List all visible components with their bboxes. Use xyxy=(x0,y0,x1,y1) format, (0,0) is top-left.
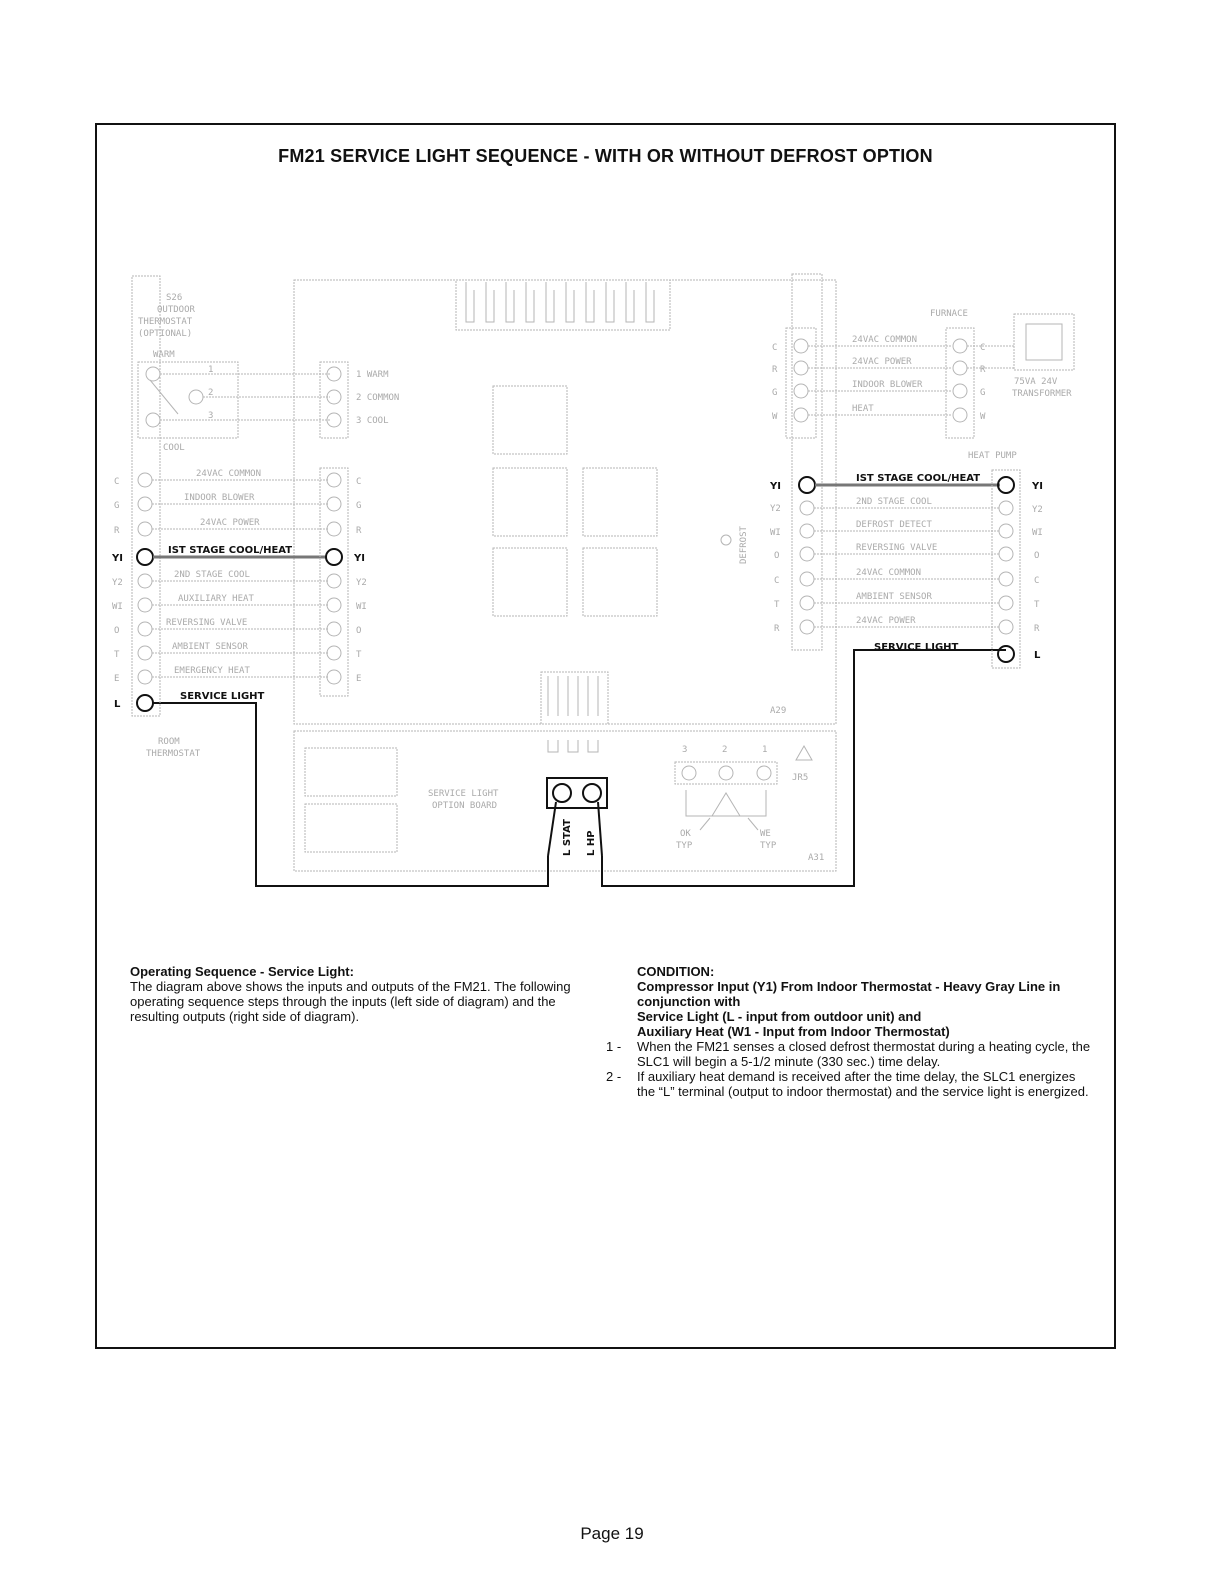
svg-text:2 COMMON: 2 COMMON xyxy=(356,393,400,403)
svg-text:AMBIENT SENSOR: AMBIENT SENSOR xyxy=(856,592,932,602)
room-term-l: L xyxy=(114,699,121,710)
svg-text:O: O xyxy=(774,551,780,561)
svg-text:C: C xyxy=(774,576,780,586)
option-relay-2 xyxy=(305,804,397,852)
svg-text:AMBIENT SENSOR: AMBIENT SENSOR xyxy=(172,642,248,652)
room-thermostat-label-2: THERMOSTAT xyxy=(146,749,201,759)
page-number: Page 19 xyxy=(580,1524,644,1543)
board-a31-label: A31 xyxy=(808,853,825,863)
room-term-g: G xyxy=(114,501,120,511)
svg-text:C: C xyxy=(772,343,778,353)
svg-text:2ND STAGE COOL: 2ND STAGE COOL xyxy=(174,570,250,580)
room-term-w1: WI xyxy=(112,602,123,612)
svg-text:T: T xyxy=(356,650,362,660)
svg-text:O: O xyxy=(1034,551,1040,561)
svg-text:TYP: TYP xyxy=(676,841,693,851)
svg-text:C: C xyxy=(980,343,986,353)
svg-text:DEFROST DETECT: DEFROST DETECT xyxy=(856,520,932,530)
svg-text:OK: OK xyxy=(680,829,691,839)
outdoor-thermostat xyxy=(138,293,330,453)
svg-text:HEAT: HEAT xyxy=(852,404,874,414)
svg-text:24VAC COMMON: 24VAC COMMON xyxy=(856,568,922,578)
svg-text:REVERSING VALVE: REVERSING VALVE xyxy=(856,543,938,553)
svg-text:(OPTIONAL): (OPTIONAL) xyxy=(138,329,193,339)
room-thermostat-label-1: ROOM xyxy=(158,737,180,747)
svg-text:INDOOR BLOWER: INDOOR BLOWER xyxy=(184,493,255,503)
svg-text:1 WARM: 1 WARM xyxy=(356,370,389,380)
svg-text:S26: S26 xyxy=(166,293,183,303)
svg-text:YI: YI xyxy=(1032,481,1043,492)
heat-pump xyxy=(721,274,1043,668)
room-thermostat-strip xyxy=(111,276,201,759)
svg-text:1: 1 xyxy=(208,365,214,375)
option-board-label-1: SERVICE LIGHT xyxy=(428,789,499,799)
svg-text:3: 3 xyxy=(682,745,688,755)
condition-item-number: 1 - xyxy=(606,1039,622,1054)
condition-heading: CONDITION: xyxy=(637,964,715,979)
svg-text:24VAC COMMON: 24VAC COMMON xyxy=(196,469,262,479)
service-light-wire xyxy=(153,650,1006,886)
svg-text:O: O xyxy=(356,626,362,636)
room-term-o: O xyxy=(114,626,120,636)
svg-text:2: 2 xyxy=(208,388,214,398)
svg-text:FURNACE: FURNACE xyxy=(930,309,968,319)
room-term-c: C xyxy=(114,477,120,487)
svg-text:C: C xyxy=(1034,576,1040,586)
svg-text:AUXILIARY HEAT: AUXILIARY HEAT xyxy=(178,594,254,604)
condition-section xyxy=(606,964,1096,1099)
svg-text:2ND STAGE COOL: 2ND STAGE COOL xyxy=(856,497,932,507)
condition-line-3: Auxiliary Heat (W1 - Input from Indoor Thermostat) xyxy=(637,1024,950,1039)
jumper-jr5 xyxy=(675,745,812,851)
condition-line-2: Service Light (L - input from outdoor unit) and xyxy=(637,1009,922,1024)
condition-item xyxy=(606,1039,1096,1069)
relay-k1 xyxy=(493,386,567,454)
relay-k4 xyxy=(493,548,567,616)
svg-text:TRANSFORMER: TRANSFORMER xyxy=(1012,389,1072,399)
condition-item xyxy=(606,1069,1096,1099)
relay-k5 xyxy=(583,548,657,616)
board-a29-label: A29 xyxy=(770,706,787,716)
svg-text:INDOOR BLOWER: INDOOR BLOWER xyxy=(852,380,923,390)
svg-text:OUTDOOR: OUTDOOR xyxy=(157,305,195,315)
svg-text:EMERGENCY HEAT: EMERGENCY HEAT xyxy=(174,666,250,676)
svg-text:G: G xyxy=(980,388,986,398)
bottom-connector xyxy=(541,672,608,752)
svg-text:R: R xyxy=(772,365,778,375)
svg-text:R: R xyxy=(356,526,362,536)
svg-text:SERVICE LIGHT: SERVICE LIGHT xyxy=(874,642,959,653)
condition-line-1: Compressor Input (Y1) From Indoor Thermostat - Heavy Gray Line in conjunction with xyxy=(637,979,1061,1009)
svg-text:JR5: JR5 xyxy=(792,773,809,783)
room-term-e: E xyxy=(114,674,120,684)
operating-body: The diagram above shows the inputs and outputs of the FM21. The following operating sequence steps through the inputs (left side of diagram) and the resulting outputs (right side of diagram). xyxy=(130,979,571,1024)
svg-text:YI: YI xyxy=(354,553,365,564)
room-term-t: T xyxy=(114,650,120,660)
control-board-a29 xyxy=(294,280,836,724)
svg-text:24VAC POWER: 24VAC POWER xyxy=(200,518,260,528)
svg-text:24VAC POWER: 24VAC POWER xyxy=(852,357,912,367)
relay-k3 xyxy=(583,468,657,536)
svg-text:TYP: TYP xyxy=(760,841,777,851)
svg-text:Y2: Y2 xyxy=(770,504,781,514)
room-wires xyxy=(152,469,328,702)
svg-text:Y2: Y2 xyxy=(1032,505,1043,515)
svg-text:HEAT PUMP: HEAT PUMP xyxy=(968,451,1017,461)
furnace xyxy=(772,309,1074,438)
room-term-y1: YI xyxy=(112,553,123,564)
svg-text:YI: YI xyxy=(770,481,781,492)
svg-text:24VAC COMMON: 24VAC COMMON xyxy=(852,335,918,345)
svg-text:3 COOL: 3 COOL xyxy=(356,416,389,426)
svg-text:2: 2 xyxy=(722,745,728,755)
svg-text:COOL: COOL xyxy=(163,443,185,453)
room-term-y2: Y2 xyxy=(112,578,123,588)
svg-text:W: W xyxy=(980,412,986,422)
option-relay-1 xyxy=(305,748,397,796)
plug-label-lhp: L HP xyxy=(586,830,597,856)
svg-text:G: G xyxy=(772,388,778,398)
top-connector xyxy=(456,280,670,330)
svg-text:WE: WE xyxy=(760,829,771,839)
svg-text:R: R xyxy=(980,365,986,375)
svg-text:L: L xyxy=(1034,650,1041,661)
svg-text:R: R xyxy=(1034,624,1040,634)
relay-k2 xyxy=(493,468,567,536)
svg-text:WI: WI xyxy=(1032,528,1043,538)
svg-text:IST STAGE COOL/HEAT: IST STAGE COOL/HEAT xyxy=(856,473,981,484)
svg-text:Y2: Y2 xyxy=(356,578,367,588)
svg-text:T: T xyxy=(774,600,780,610)
svg-text:R: R xyxy=(774,624,780,634)
board-left-strip xyxy=(320,468,367,696)
svg-text:WI: WI xyxy=(356,602,367,612)
svg-text:W: W xyxy=(772,412,778,422)
operating-heading: Operating Sequence - Service Light: xyxy=(130,964,354,979)
svg-text:WARM: WARM xyxy=(153,350,175,360)
svg-text:REVERSING VALVE: REVERSING VALVE xyxy=(166,618,248,628)
svg-text:C: C xyxy=(356,477,362,487)
page-title: FM21 SERVICE LIGHT SEQUENCE - WITH OR WITHOUT DEFROST OPTION xyxy=(278,146,933,166)
svg-text:1: 1 xyxy=(762,745,768,755)
board-s26-terminals xyxy=(320,362,399,438)
svg-text:3: 3 xyxy=(208,411,214,421)
operating-sequence xyxy=(130,964,590,1024)
svg-text:T: T xyxy=(1034,600,1040,610)
plug-label-lstat: L STAT xyxy=(562,819,573,856)
room-term-r: R xyxy=(114,526,120,536)
svg-text:DEFROST: DEFROST xyxy=(739,526,749,564)
condition-item-text: If auxiliary heat demand is received after the time delay, the SLC1 energizes the “L” terminal (output to indoor thermostat) and the service light is energized. xyxy=(637,1069,1089,1099)
svg-text:E: E xyxy=(356,674,362,684)
svg-text:24VAC POWER: 24VAC POWER xyxy=(856,616,916,626)
condition-item-text: When the FM21 senses a closed defrost thermostat during a heating cycle, the SLC1 will begin a 5-1/2 minute (330 sec.) time delay. xyxy=(637,1039,1091,1069)
svg-text:G: G xyxy=(356,501,362,511)
condition-item-number: 2 - xyxy=(606,1069,622,1084)
svg-text:SERVICE LIGHT: SERVICE LIGHT xyxy=(180,691,265,702)
option-board-label-2: OPTION BOARD xyxy=(432,801,498,811)
service-light-plug xyxy=(547,778,607,856)
svg-text:75VA 24V: 75VA 24V xyxy=(1014,377,1058,387)
svg-text:IST STAGE COOL/HEAT: IST STAGE COOL/HEAT xyxy=(168,545,293,556)
svg-text:WI: WI xyxy=(770,528,781,538)
svg-text:THERMOSTAT: THERMOSTAT xyxy=(138,317,193,327)
